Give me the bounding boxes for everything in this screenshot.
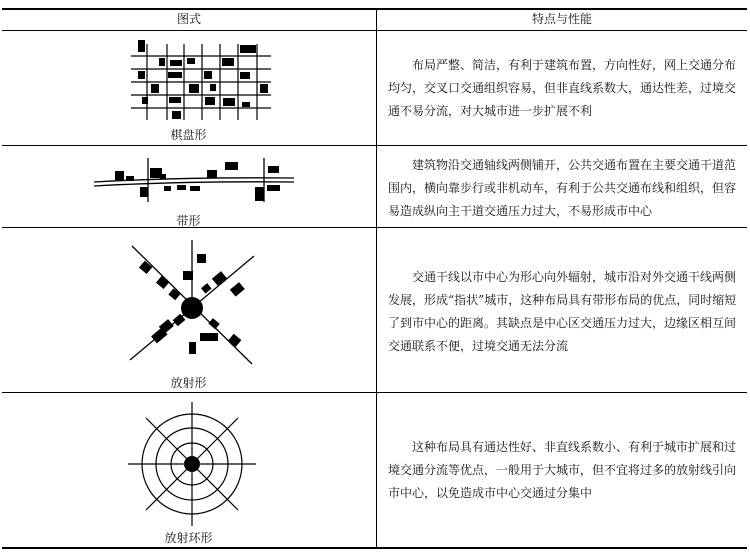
road-network-table: [2, 8, 747, 549]
radial-layout-diagram: [2, 230, 376, 376]
caption-radial: 放射形: [170, 376, 207, 390]
row-divider: [2, 392, 747, 393]
table-bottom-rule: [2, 547, 747, 549]
header-rule: [2, 30, 747, 31]
header-features: 特点与性能: [531, 12, 592, 26]
strip-layout-diagram: [2, 150, 376, 212]
row-divider: [2, 145, 747, 146]
column-divider: [376, 8, 377, 549]
description-strip: 建筑物沿交通轴线两侧铺开，公共交通布置在主要交通干道范围内，横向靠步行或非机动车，有利于公共交通布线和组织，但容易造成纵向主干道交通压力过大，不易形成市中心: [388, 158, 737, 218]
radial-ring-layout-diagram: [2, 396, 376, 528]
description-radial-ring: 这种布局具有通达性好、非直线系数小、有利于城市扩展和过境交通分流等优点，一般用于大城市，但不宜将过多的放射线引向市中心，以免造成市中心交通过分集中: [388, 440, 737, 500]
caption-radial-ring: 放射环形: [164, 531, 213, 545]
caption-strip: 带形: [176, 214, 201, 228]
description-grid: 布局严整、简洁，有利于建筑布置，方向性好，网上交通分布均匀，交叉口交通组织容易，但非直线系数大，通达性差，过境交通不易分流，对大城市进一步扩展不利: [388, 58, 737, 118]
grid-layout-diagram: [2, 36, 376, 126]
caption-grid: 棋盘形: [170, 128, 207, 142]
header-figure: 图式: [176, 12, 201, 26]
description-radial: 交通干线以市中心为形心向外辐射，城市沿对外交通干线两侧发展，形成“指状”城市，这种布局具有带形布局的优点，同时缩短了到市中心的距离。其缺点是中心区交通压力过大，边缘区相互间交通联系不便，过境交通无法分流: [388, 270, 737, 353]
